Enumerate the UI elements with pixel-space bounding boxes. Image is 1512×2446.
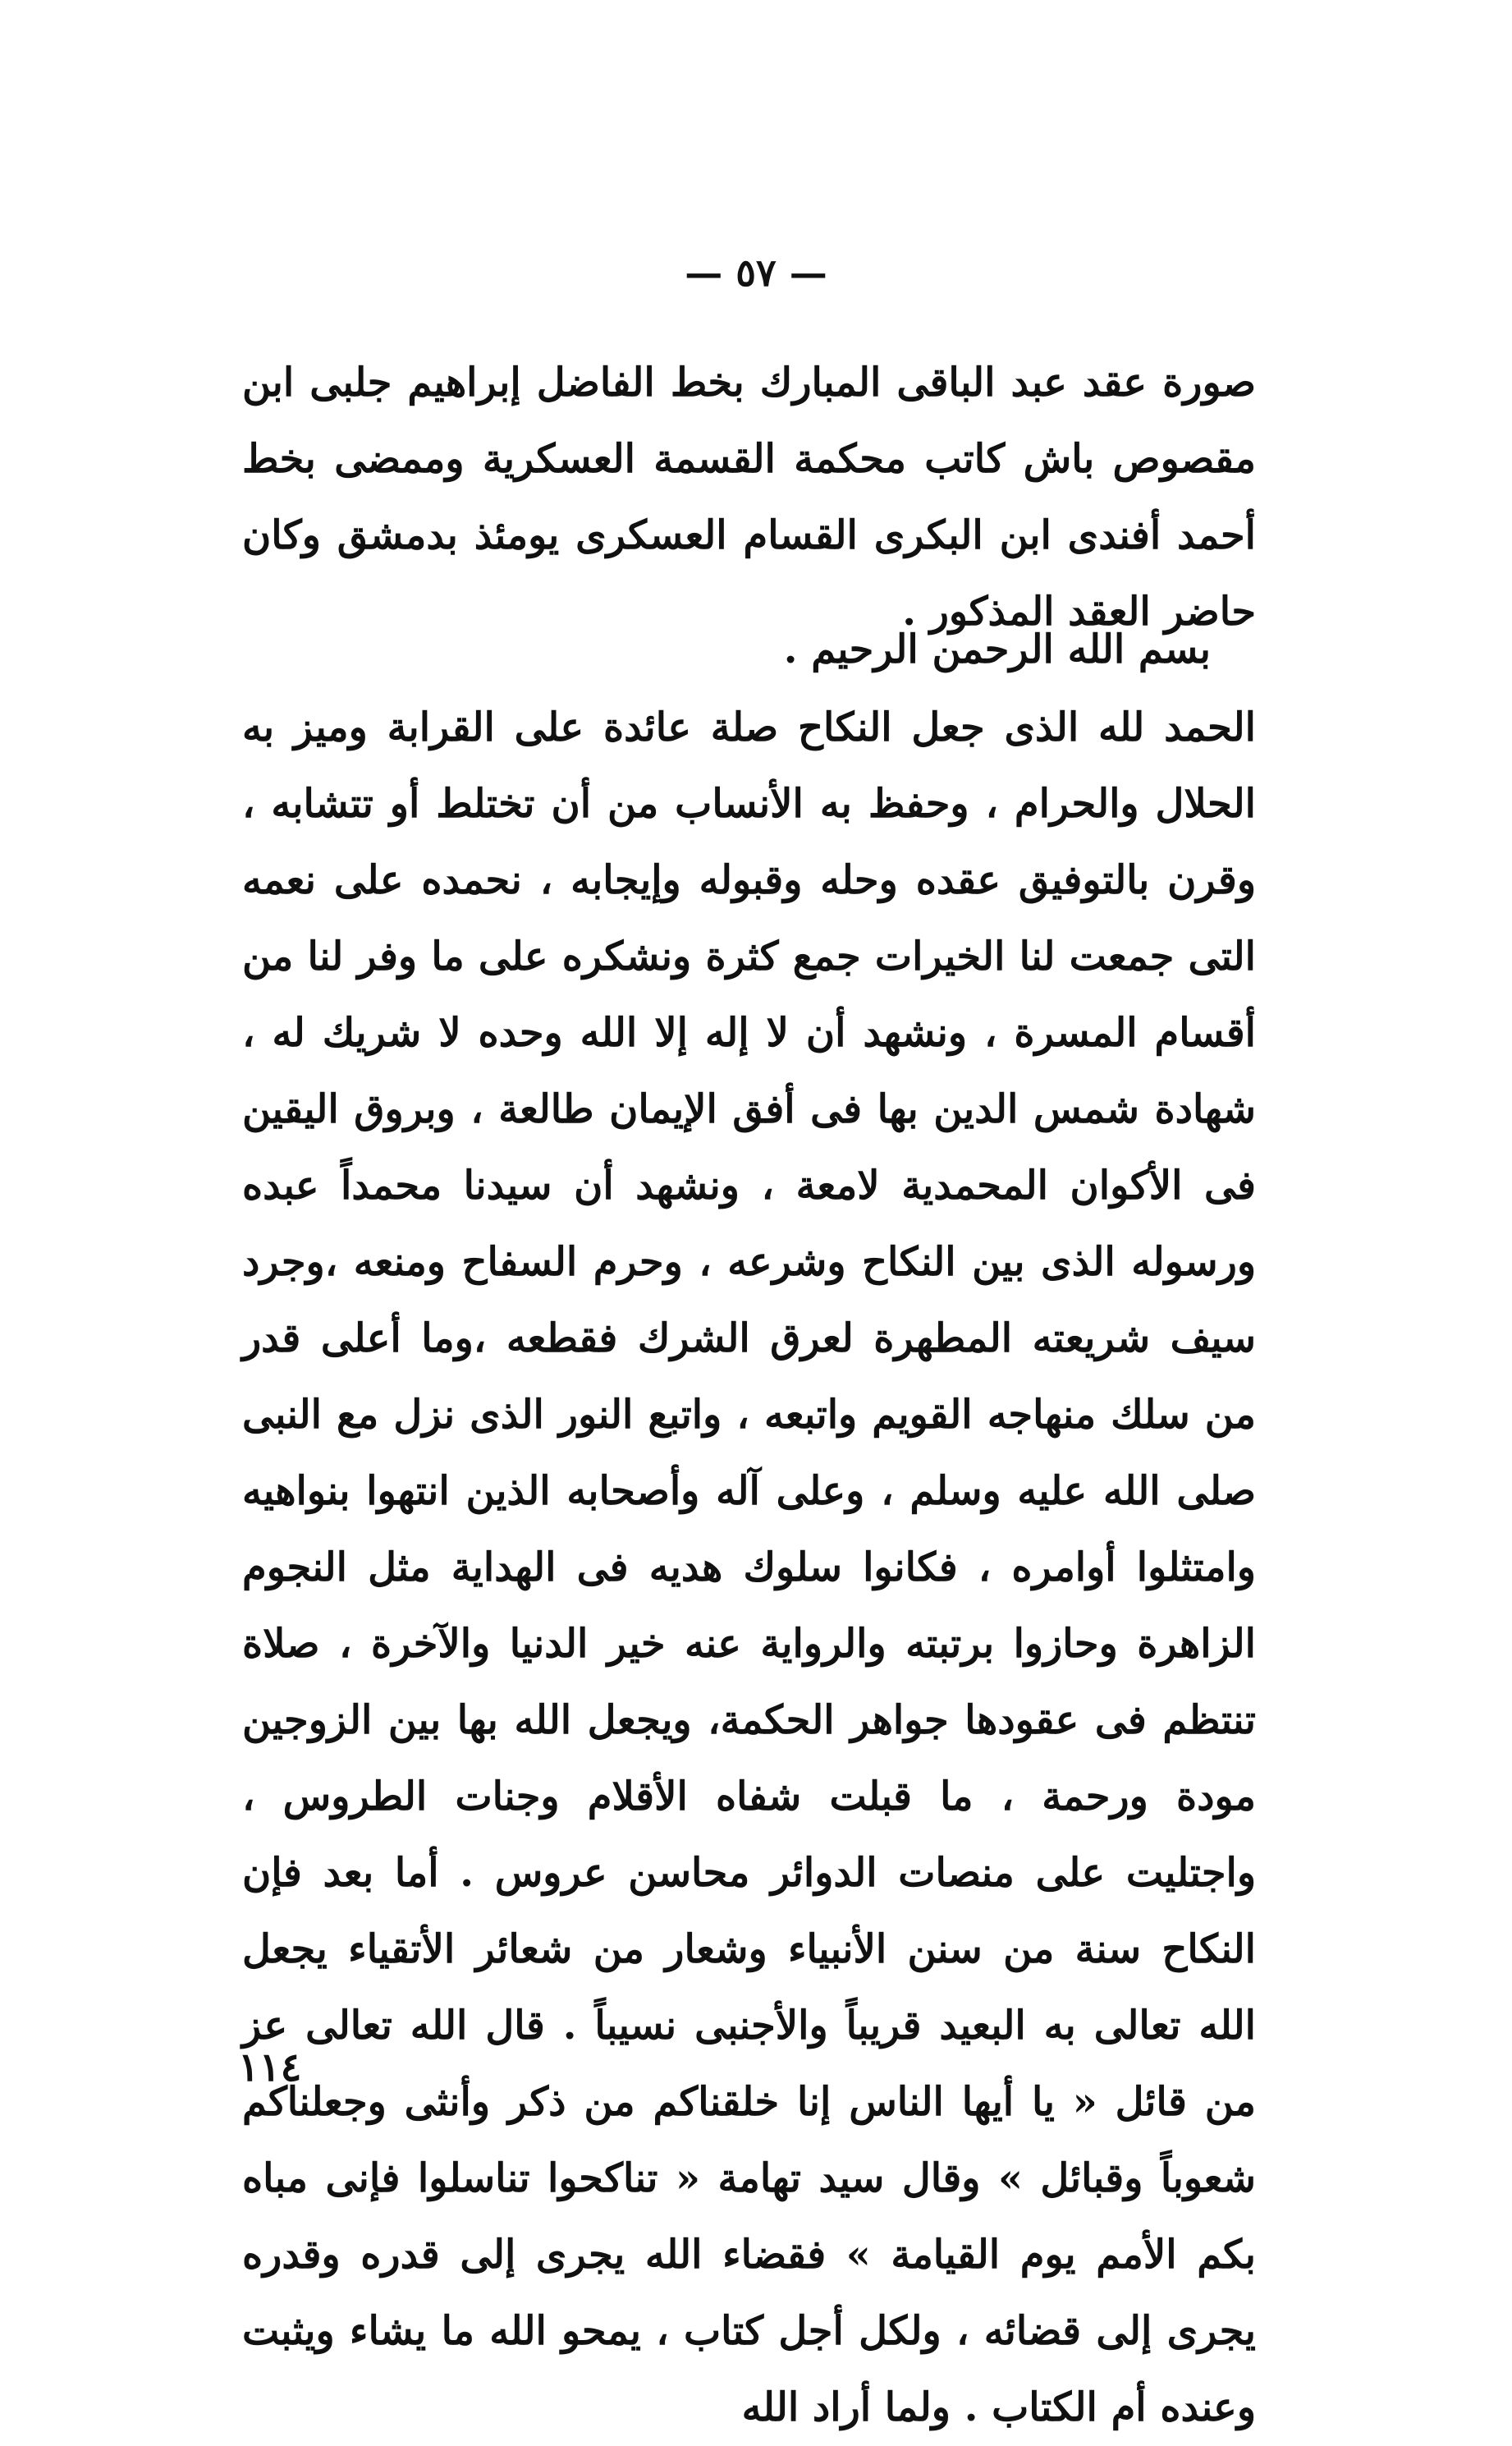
heading-text: صورة عقد عبد الباقى المبارك بخط الفاضل إبراهيم جلبى ابن مقصوص باش كاتب محكمة القسمة العسكرية وممضى بخط أحمد أفندى ابن البكرى القسام العسكرى يومئذ بدمشق وكان حاضر العقد المذكور .: [242, 360, 1257, 635]
heading-paragraph: [242, 345, 1256, 650]
page-number-bottom: ١١٤: [238, 2044, 302, 2090]
basmala-line: بسم الله الرحمن الرحيم .: [783, 626, 1211, 672]
body-paragraph: [242, 690, 1256, 2446]
page-number-top: — ٥٧ —: [685, 250, 827, 295]
body-text: الحمد لله الذى جعل النكاح صلة عائدة على القرابة وميز به الحلال والحرام ، وحفظ به الأنساب من أن تختلط أو تتشابه ، وقرن بالتوفيق عقده وحله وقبوله وإيجابه ، نحمده على نعمه التى جمعت لنا الخيرات جمع كثرة ونشكره على ما وفر لنا من أقسام المسرة ، ونشهد أن لا إله إلا الله وحده لا شريك له ، شهادة شمس الدين بها فى أفق الإيمان طالعة ، وبروق اليقين فى الأكوان المحمدية لامعة ، ونشهد أن سيدنا محمداً عبده ورسوله الذى بين النكاح وشرعه ، وحرم السفاح ومنعه ،وجرد سيف شريعته المطهرة لعرق الشرك فقطعه ،وما أعلى قدر من سلك منهاجه القويم واتبعه ، واتبع النور الذى نزل مع النبى صلى الله عليه وسلم ، وعلى آله وأصحابه الذين انتهوا بنواهيه وامتثلوا أوامره ، فكانوا سلوك هديه فى الهداية مثل النجوم الزاهرة وحازوا برتبته والرواية عنه خير الدنيا والآخرة ، صلاة تنتظم فى عقودها جواهر الحكمة، ويجعل الله بها بين الزوجين مودة ورحمة ، ما قبلت شفاه الأقلام وجنات الطروس ، واجتليت على منصات الدوائر محاسن عروس . أما بعد فإن النكاح سنة من سنن الأنبياء وشعار من شعائر الأتقياء يجعل الله تعالى به البعيد قريباً والأجنبى نسيباً . قال الله تعالى عز من قائل « يا أيها الناس إنا خلقناكم من ذكر وأنثى وجعلناكم شعوباً وقبائل » وقال سيد تهامة « تناكحوا تناسلوا فإنى مباه بكم الأمم يوم القيامة » فقضاء الله يجرى إلى قدره وقدره يجرى إلى قضائه ، ولكل أجل كتاب ، يمحو الله ما يشاء ويثبت وعنده أم الكتاب . ولما أراد الله: [242, 704, 1257, 2430]
